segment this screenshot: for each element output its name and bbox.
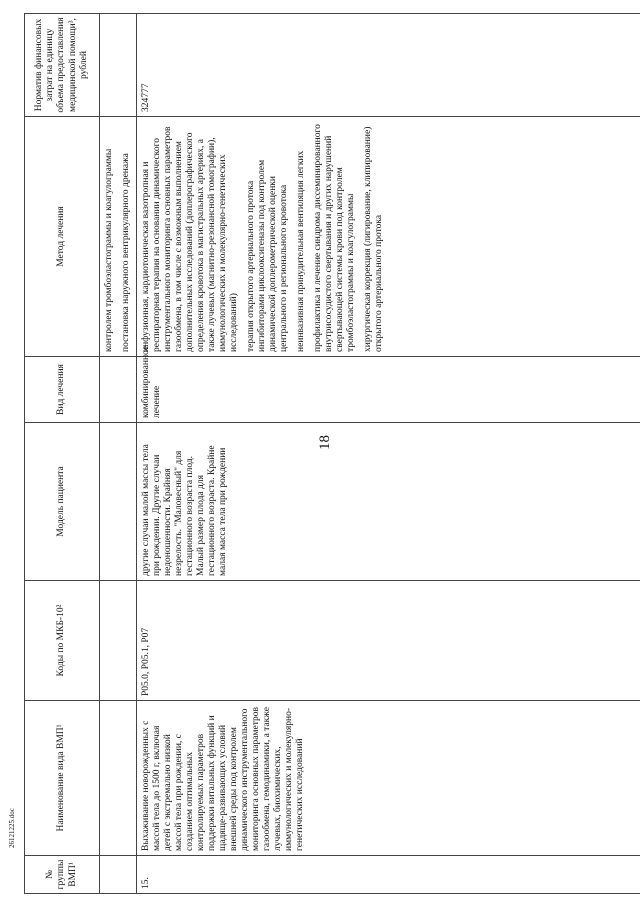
row-methods bbox=[137, 117, 640, 357]
row-group-no: 15. bbox=[137, 856, 640, 894]
row-name: Выхаживание новорожденных с массой тела до 1500 г, включая детей с экстремально низкой массой тела при рождении, с созданием оптимальных контролируемых параметров поддержки витальных функций и щадяще-развивающих условий внешней среды под контролем динамического инструментального мониторинга основных параметров газообмена, гемодинамики, а также лучевых, биохимических, иммунологических и молекулярно-генетических исследований bbox=[137, 701, 640, 856]
row-treatment-type: комбинированное лечение bbox=[137, 357, 640, 423]
method-item: терапия открытого артериального протока ингибиторами циклооксигеназы под контролем динамической доплерометрической оценки центрального и регионального кровотока bbox=[246, 159, 290, 352]
method-item: неинвазивная принудительная вентиляция легких bbox=[296, 150, 307, 352]
header-cost-norm: Норматив финансовых затрат на единицу объема предоставления медицинской помощи³, рублей bbox=[25, 14, 100, 117]
cont-empty-2 bbox=[100, 701, 137, 856]
cont-empty-3 bbox=[100, 581, 137, 701]
cont-method-line: контролем тромбоэластограммы и коагулограммы bbox=[104, 148, 114, 352]
table-row bbox=[137, 14, 640, 894]
header-treatment-type: Вид лечения bbox=[25, 357, 100, 423]
row-cost-norm: 324777 bbox=[137, 14, 640, 117]
header-patient-model: Модель пациента bbox=[25, 423, 100, 581]
table-header-row bbox=[25, 14, 100, 894]
cont-empty-7 bbox=[100, 14, 137, 117]
row-patient-model: другие случаи малой массы тела при рождении. Другие случаи недоношенности. Крайняя незрелость. "Маловесный" для гестационного возраста плод. Малый размер плода для гестационного возраста. Крайне малая масса тела при рождении bbox=[137, 423, 640, 581]
vmp-table bbox=[24, 13, 640, 894]
header-group-no: № группы ВМП¹ bbox=[25, 856, 100, 894]
method-item: хирургическая коррекция (лигирование, клипирование) открытого артериального протока bbox=[363, 126, 385, 352]
footer-doc-code: 26121225.doc bbox=[8, 808, 16, 848]
method-item: профилактика и лечение синдрома диссеминированного внутрисосудистого свертывания и других нарушений свертывающей системы крови под контролем тромбоэластограммы и коагулограммы bbox=[313, 124, 357, 352]
cont-methods bbox=[100, 117, 137, 357]
header-name: Наименование вида ВМП¹ bbox=[25, 701, 100, 856]
cont-method-line: постановка наружного вентрикулярного дренажа bbox=[121, 153, 132, 352]
method-item: инфузионная, кардиотоническая вазотропная и респираторная терапия на основании динамического инструментального мониторинга основных параметров газообмена, в том числе с возможным выполнением дополнительных исследований (доплерографического определения кровотока в магистральных артериях, а также лучевых (магнитно-резонансной томографии), иммунологических и молекулярно-генетических исследований) bbox=[141, 126, 240, 352]
cont-empty-5 bbox=[100, 357, 137, 423]
page-number: 18 bbox=[317, 435, 333, 450]
cont-empty-4 bbox=[100, 423, 137, 581]
cont-empty-1 bbox=[100, 856, 137, 894]
row-icd-codes: P05.0, P05.1, P07 bbox=[137, 581, 640, 701]
header-treatment-method: Метод лечения bbox=[25, 117, 100, 357]
header-icd-codes: Коды по МКБ-10² bbox=[25, 581, 100, 701]
table-row-continuation bbox=[100, 14, 137, 894]
rotated-table-container bbox=[24, 14, 614, 894]
